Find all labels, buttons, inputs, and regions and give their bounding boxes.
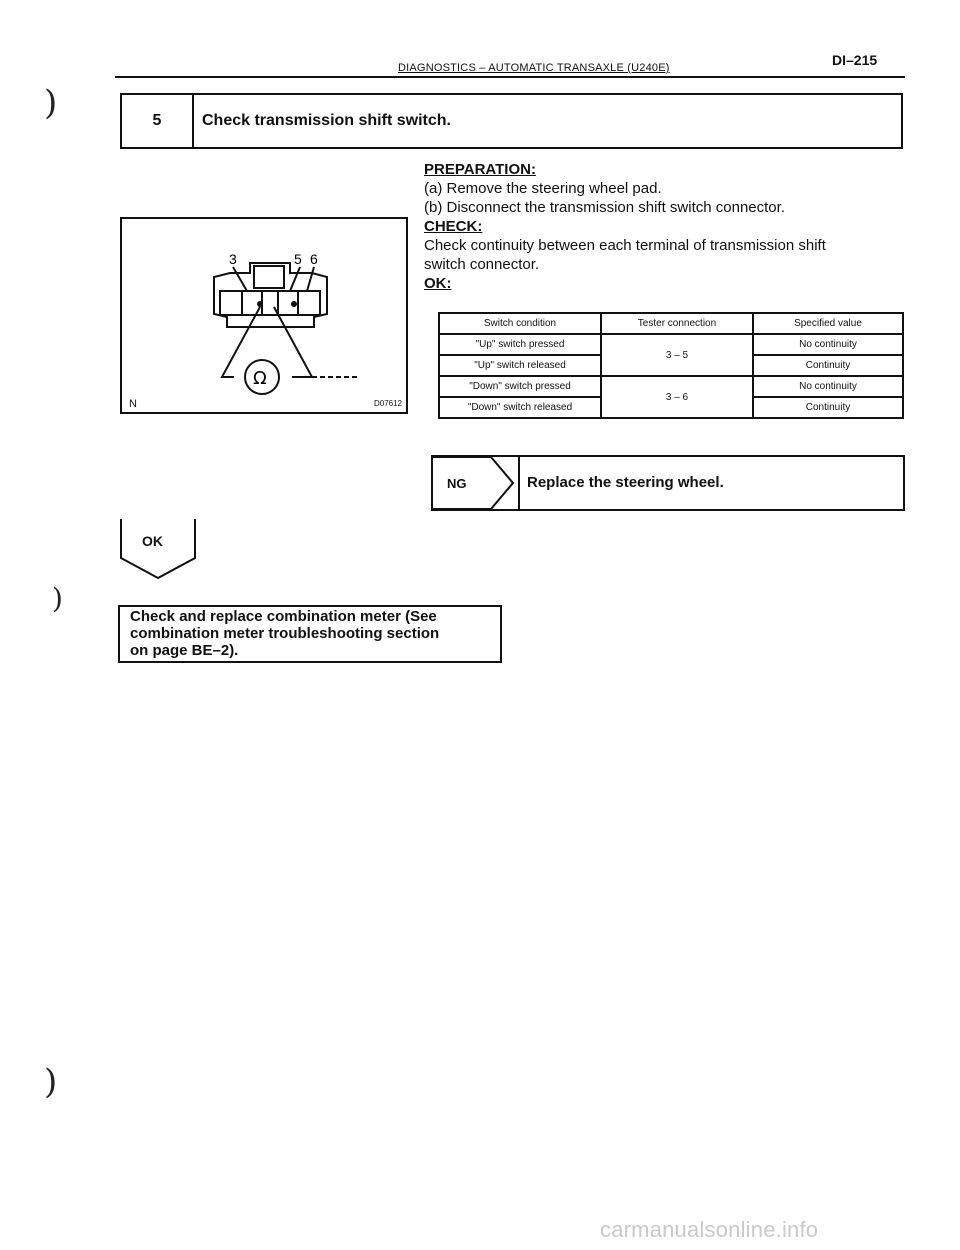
table-cell: "Down" switch pressed <box>439 376 601 397</box>
probe-point-icon <box>291 301 297 307</box>
ohmmeter-icon: Ω <box>253 368 267 389</box>
ng-result-box <box>431 455 905 511</box>
ng-action: Replace the steering wheel. <box>527 474 724 491</box>
preparation-item: (b) Disconnect the transmission shift switch connector. <box>424 199 785 216</box>
ok-spec-label: OK: <box>424 275 452 292</box>
preparation-label: PREPARATION: <box>424 161 536 178</box>
terminal-label-3: 3 <box>229 251 237 267</box>
binder-mark-2: ) <box>52 582 63 615</box>
table-header-row <box>439 313 903 334</box>
binder-mark-1: ) <box>44 83 58 123</box>
ng-label: NG <box>447 476 467 491</box>
ok-action-box <box>118 605 502 663</box>
running-header <box>398 62 670 74</box>
step-title: Check transmission shift switch. <box>202 112 451 129</box>
preparation-item: (a) Remove the steering wheel pad. <box>424 180 662 197</box>
check-label: CHECK: <box>424 218 483 235</box>
ok-arrow-icon <box>120 518 200 580</box>
table-cell: 3 – 5 <box>601 334 753 376</box>
ok-action-line: combination meter troubleshooting section <box>130 625 440 642</box>
figure-code: D07612 <box>373 399 402 408</box>
step-header-box <box>120 93 903 149</box>
table-row <box>439 376 903 397</box>
page-number: DI–215 <box>832 52 878 68</box>
check-text: switch connector. <box>424 256 540 273</box>
binder-mark-3: ) <box>44 1062 58 1102</box>
table-cell: Continuity <box>753 355 903 376</box>
terminal-label-5: 5 <box>294 251 302 267</box>
header-rule <box>115 76 905 78</box>
ok-action-line: on page BE–2). <box>130 642 239 659</box>
ok-action-line: Check and replace combination meter (See <box>130 608 437 625</box>
step-number: 5 <box>122 95 194 147</box>
table-cell: 3 – 6 <box>601 376 753 418</box>
table-cell: "Up" switch released <box>439 355 601 376</box>
table-cell: Continuity <box>753 397 903 418</box>
connector-illustration <box>122 219 406 412</box>
table-cell: "Down" switch released <box>439 397 601 418</box>
table-row <box>439 334 903 355</box>
check-text: Check continuity between each terminal of transmission shift <box>424 237 826 254</box>
connector-figure <box>120 217 408 414</box>
watermark: carmanualsonline.info <box>600 1217 819 1242</box>
table-cell: "Up" switch pressed <box>439 334 601 355</box>
header-title: DIAGNOSTICS – AUTOMATIC TRANSAXLE (U240E) <box>398 62 670 74</box>
preparation-section <box>424 160 826 293</box>
table-header: Specified value <box>753 313 903 334</box>
figure-corner-letter: N <box>129 398 137 410</box>
table-cell: No continuity <box>753 334 903 355</box>
connector-body-icon <box>214 263 357 394</box>
table-header: Tester connection <box>601 313 753 334</box>
ok-label: OK <box>142 533 163 549</box>
table-cell: No continuity <box>753 376 903 397</box>
probe-point-icon <box>257 301 263 307</box>
terminal-label-6: 6 <box>310 251 318 267</box>
continuity-table <box>438 312 904 419</box>
table-header: Switch condition <box>439 313 601 334</box>
